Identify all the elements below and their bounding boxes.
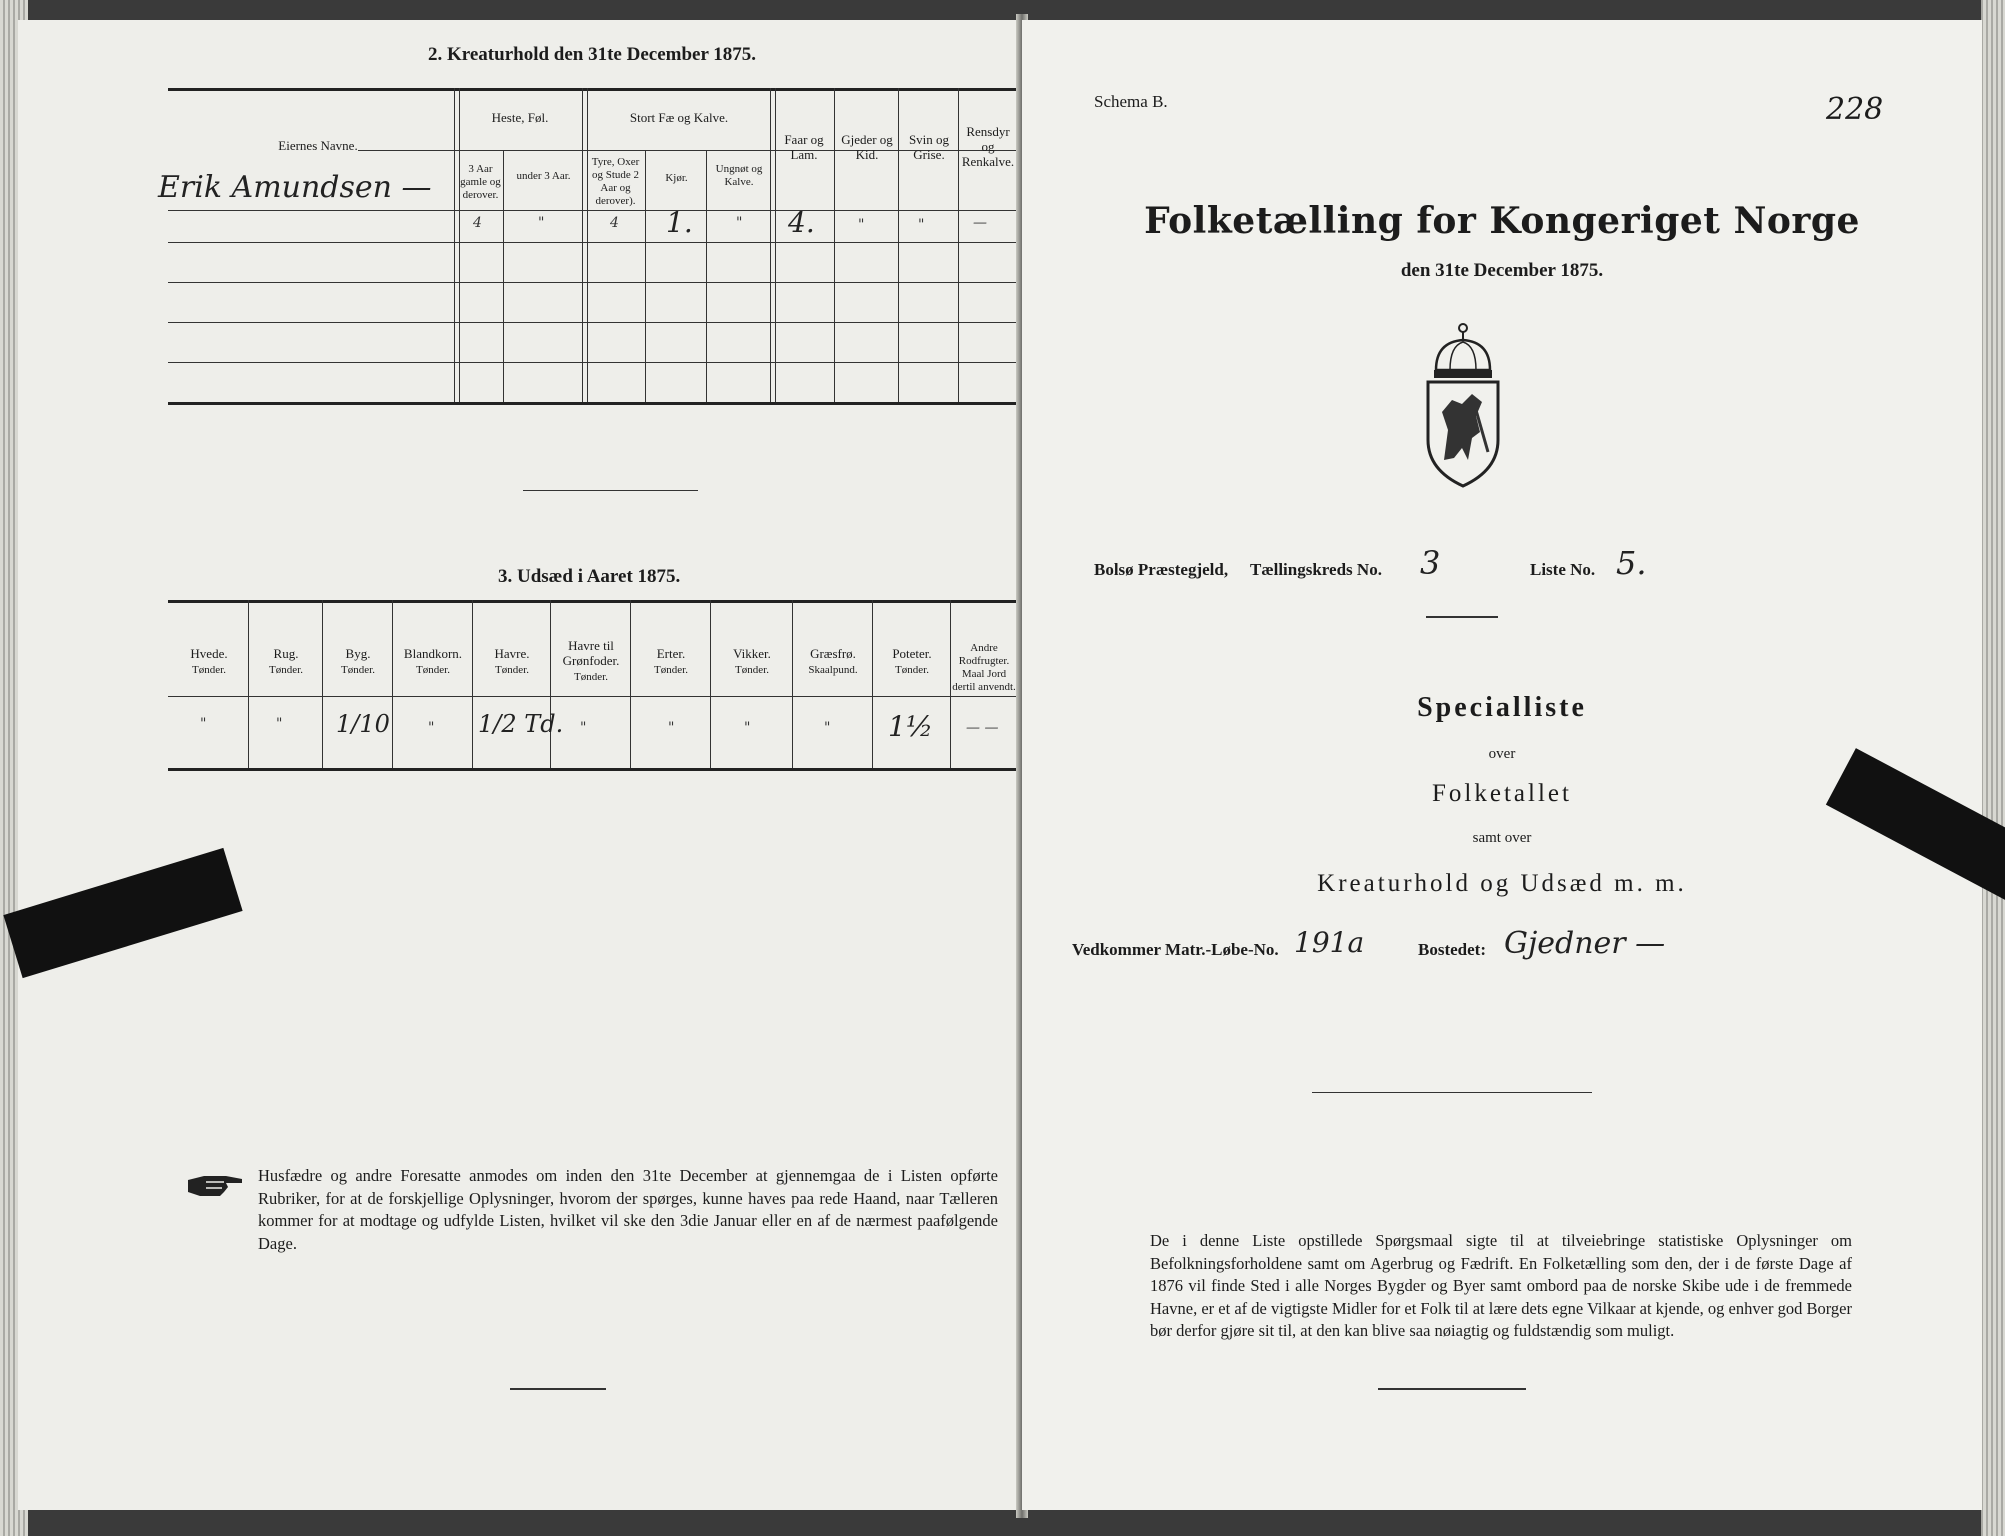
header-crop: Blandkorn. Tønder. [403,646,463,676]
table2-header-rule [168,210,1016,211]
separator-rule [1426,616,1498,618]
header-heste-under3: under 3 Aar. [516,170,571,182]
value-byg: 1/10 [336,710,390,738]
pointing-hand-icon [186,1170,246,1200]
value-erter: " [668,720,675,736]
table2-divider [503,150,504,402]
value-graesfro: " [824,720,831,736]
header-gjeder: Gjeder og Kid. [841,132,893,162]
value-heste-under3: " [538,215,545,231]
table3-divider [392,600,393,768]
table3-bottom-rule [168,768,1016,771]
table3-divider [792,600,793,768]
matr-value: 191a [1294,926,1365,959]
footer-rule [1378,1388,1526,1390]
table2-row-rule [168,282,1016,283]
table2-divider [898,88,899,402]
location-prestegjeld: Bolsø Præstegjeld, [1094,560,1229,579]
table2-row-rule [168,322,1016,323]
bostedet-label: Bostedet: [1418,940,1486,959]
section2-title: 2. Kreaturhold den 31te December 1875. [428,44,757,65]
section3-title: 3. Udsæd i Aaret 1875. [498,566,681,587]
table2-divider [958,88,959,402]
specialliste-heading: Specialliste [1417,692,1587,723]
value-ungnot: " [736,215,743,231]
header-crop: Erter. Tønder. [654,646,688,676]
folketallet-heading: Folketallet [1432,780,1572,807]
separator-rule [523,490,698,491]
value-rug: " [276,716,283,732]
left-page [18,20,1018,1510]
header-svin: Svin og Grise. [908,132,950,162]
value-kjor: 1. [666,206,693,239]
header-eiernes-navne: Eiernes Navne. [278,138,358,153]
header-crop: Græsfrø. Skaalpund. [808,646,858,676]
coat-of-arms-icon [1422,320,1504,490]
location-kreds-label: Tællingskreds No. [1250,560,1382,579]
kreaturhold-heading: Kreaturhold og Udsæd m. m. [1317,870,1687,897]
table2-divider [706,150,707,402]
header-ungnot: Ungnøt og Kalve. [715,163,763,188]
value-havre-gronfoder: " [580,720,587,736]
header-rensdyr: Rensdyr og Renkalve. [961,124,1015,169]
table2-divider [454,88,460,402]
matr-label: Vedkommer Matr.-Løbe-No. [1072,940,1279,959]
value-rensdyr: — [973,215,987,231]
table2-divider [582,88,588,402]
table3-divider [550,600,551,768]
value-vikker: " [744,720,751,736]
header-crop: Andre Rodfrugter. Maal Jord dertil anvendt. [952,642,1016,693]
header-crop: Byg. Tønder. [341,646,375,676]
samt-over-text: samt over [1472,830,1532,846]
table3-divider [630,600,631,768]
table3-divider [248,600,249,768]
table2-bottom-rule [168,402,1016,405]
location-kreds-value: 3 [1420,544,1441,582]
header-crop: Hvede. Tønder. [190,646,228,676]
value-andre-rodfrugter: — — [966,720,999,736]
header-stort-fae: Stort Fæ og Kalve. [629,110,729,125]
value-hvede: " [200,716,207,732]
right-page [1022,20,1982,1510]
over-text: over [1488,746,1516,762]
schema-label: Schema B. [1094,92,1168,111]
table2-row-rule [168,242,1016,243]
header-faar: Faar og Lam. [784,132,824,162]
footer-rule [510,1388,606,1390]
value-gjeder: " [858,217,865,233]
purpose-paragraph: De i denne Liste opstillede Spørgsmaal sigte til at tilveiebringe statistiske Oplysninger om Befolkningsforholdene samt om Agerbrug og Fædrift. En Folketælling som den, der i de første Dage af 1876 vil finde Sted i alle Norges Bygder og Byer samt ombord paa de norske Skibe ude i de fremmede Havne, er et af de vigtigste Midler for et Folk til at lære dets egne Vilkaar at kjende, og enhver god Borger bør derfor gjøre sit til, at den kan blive saa nøiagtig og fuldstændig som muligt. [1150,1231,1852,1340]
header-tyre: Tyre, Oxer og Stude 2 Aar og derover). [591,156,640,207]
header-kjor: Kjør. [665,172,688,184]
header-heste: Heste, Føl. [491,110,549,125]
header-heste-3aar: 3 Aar gamle og derover. [460,163,501,201]
bookmark-tab-left [3,848,242,978]
table2-divider [645,150,646,402]
separator-rule [1312,1092,1592,1093]
table3-divider [710,600,711,768]
value-svin: " [918,217,925,233]
table3-divider [872,600,873,768]
value-heste-3aar: 4 [473,215,482,231]
table2-row-rule [168,362,1016,363]
owner-name: Erik Amundsen — [158,170,432,205]
value-tyre: 4 [610,215,619,231]
table3-divider [950,600,951,768]
value-poteter: 1½ [888,710,933,743]
value-faar: 4. [788,206,815,239]
table2-divider [834,88,835,402]
bostedet-value: Gjedner — [1504,926,1666,961]
table3-header-rule [168,696,1016,697]
location-liste-value: 5. [1616,544,1647,582]
page-number: 228 [1826,92,1884,127]
table3-divider [322,600,323,768]
header-crop: Havre til Grønfoder. Tønder. [562,638,620,683]
location-liste-label: Liste No. [1530,560,1596,579]
value-havre: 1/2 Td. [478,710,564,738]
page-edge-right [1981,0,2005,1536]
table3-divider [472,600,473,768]
value-blandkorn: " [428,720,435,736]
header-crop: Vikker. Tønder. [733,646,771,676]
table2-top-rule [168,88,1016,91]
date-line: den 31te December 1875. [1400,260,1604,281]
header-crop: Rug. Tønder. [269,646,303,676]
table3-top-rule [168,600,1016,603]
header-crop: Poteter. Tønder. [892,646,932,676]
instructions-footnote: Husfædre og andre Foresatte anmodes om inden den 31te December at gjennemgaa de i Listen opførte Rubriker, for at de forskjellige Oplysninger, hvorom der spørges, kunne haves paa rede Haand, naar Tælleren kommer for at modtage og udfylde Listen, hvilket vil ske den 3die Januar eller en af de nærmest paafølgende Dage. [258,1166,998,1253]
header-crop: Havre. Tønder. [494,646,530,676]
main-title: Folketælling for Kongeriget Norge [1144,200,1860,242]
